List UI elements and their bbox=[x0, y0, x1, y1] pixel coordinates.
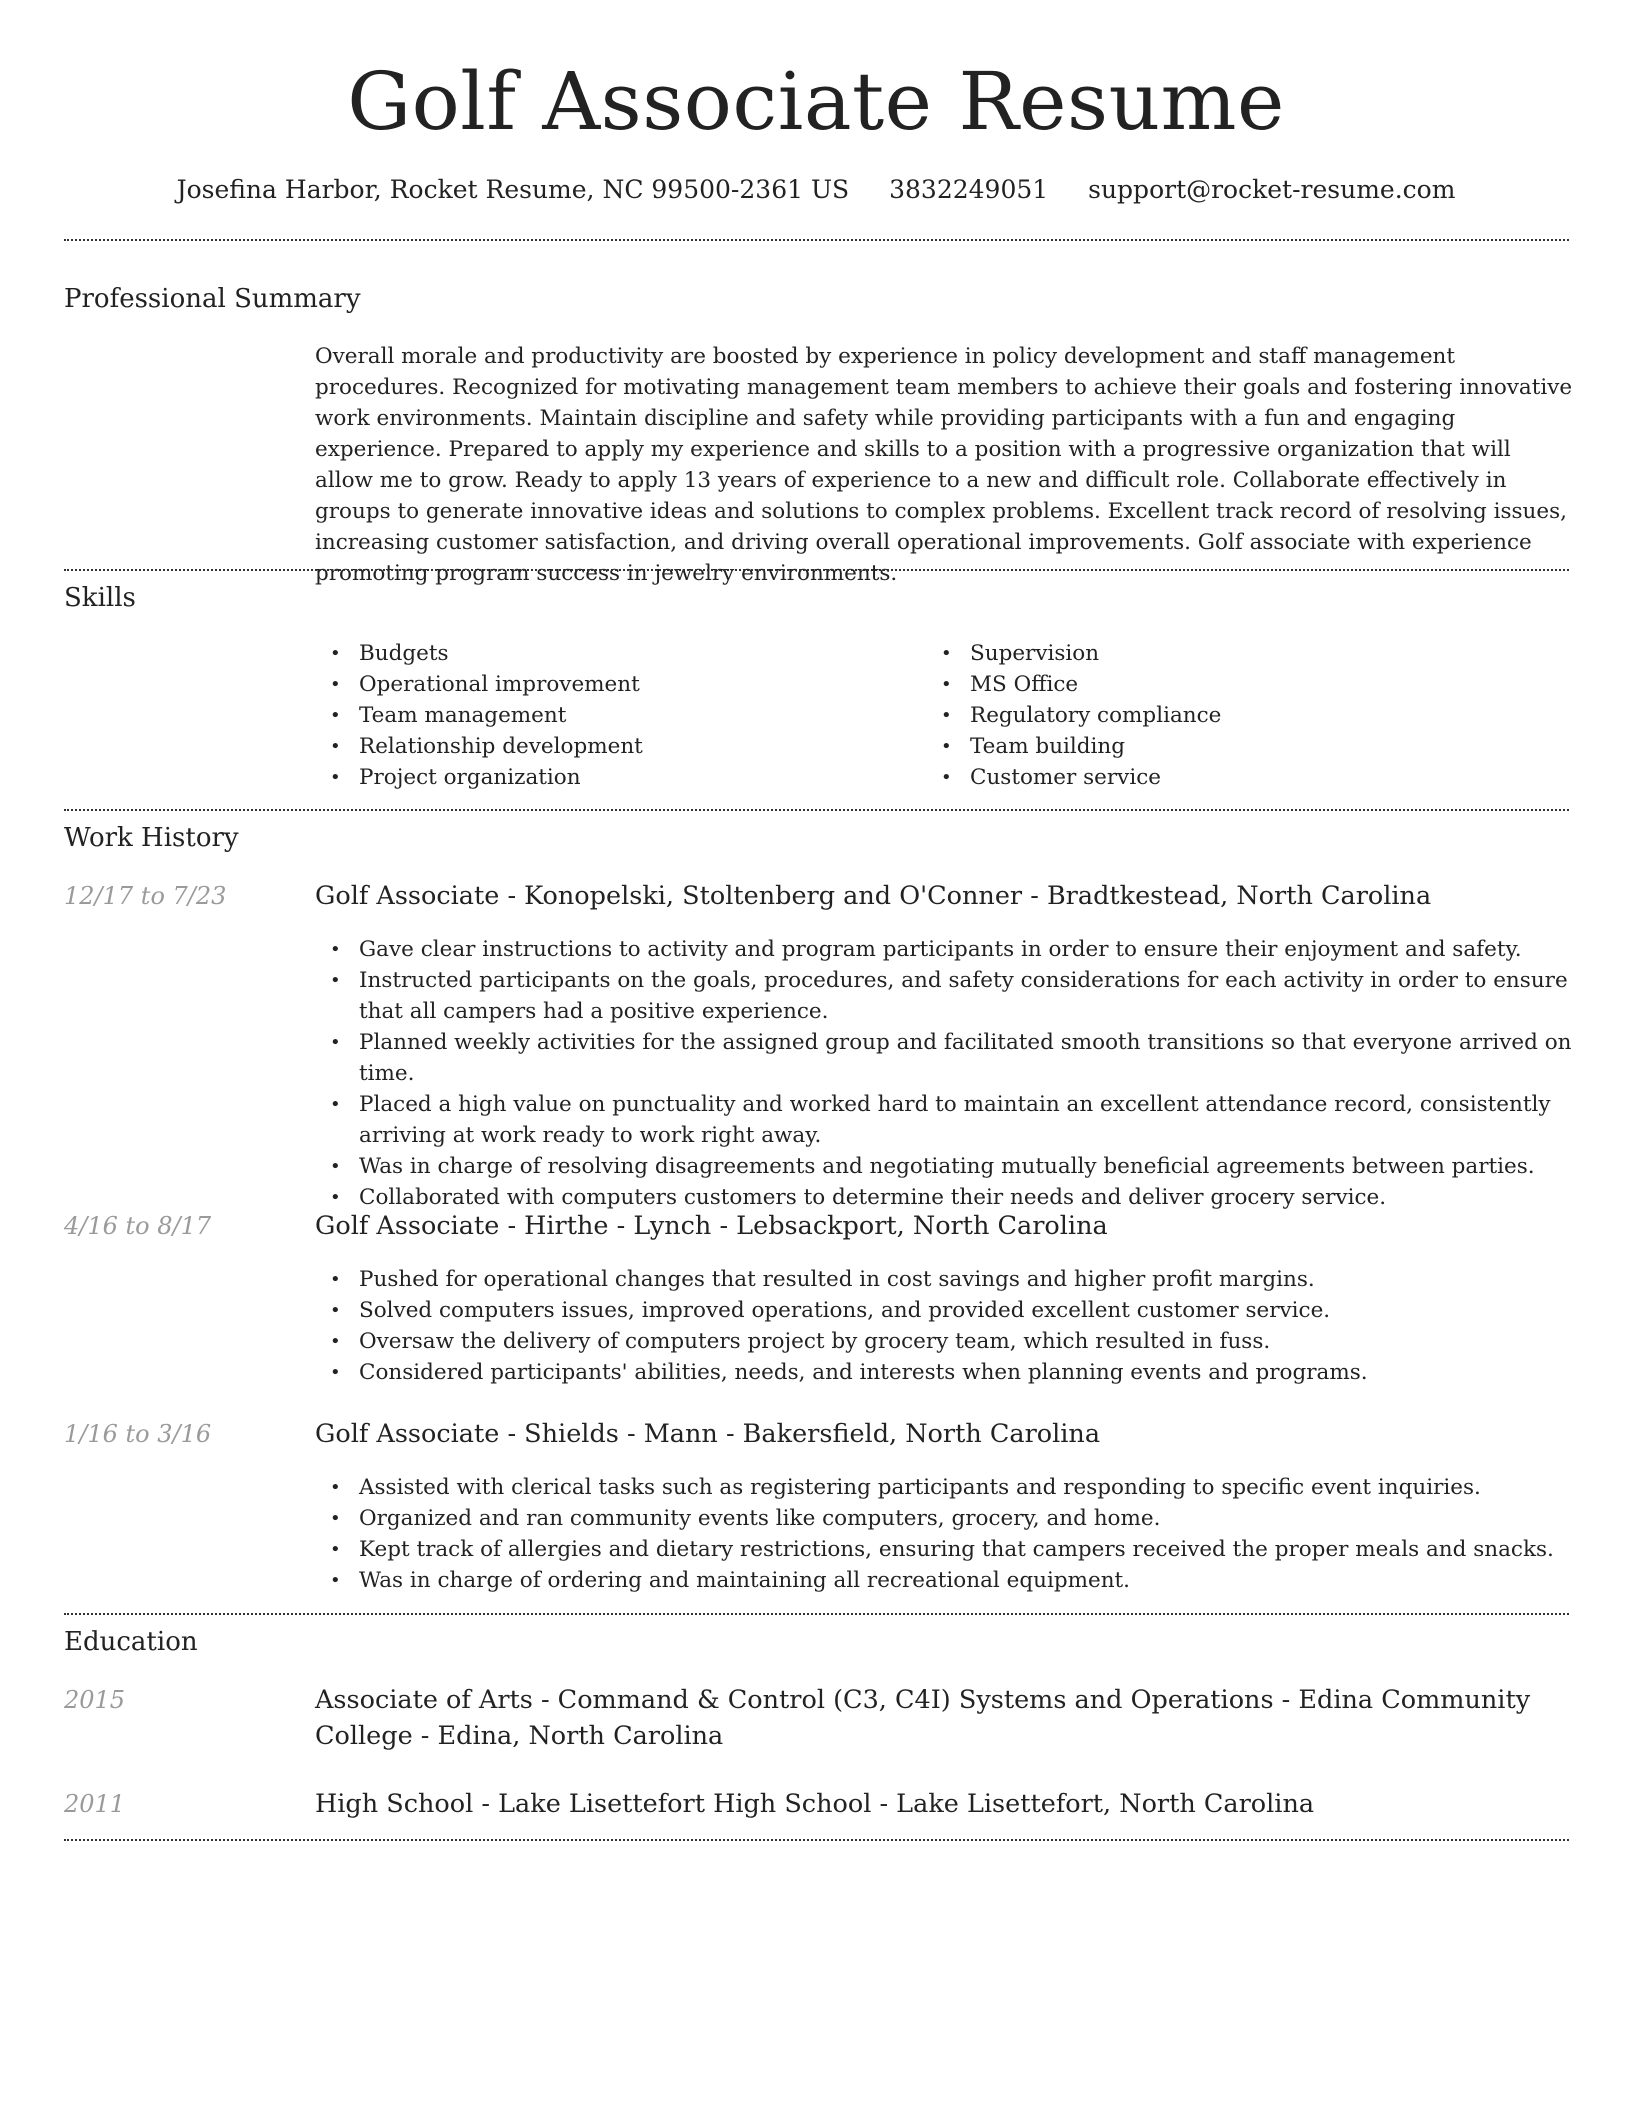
job-bullet: • Assisted with clerical tasks such as registering participants and responding to specific event inquiries. bbox=[315, 1472, 1573, 1503]
job-dates: 12/17 to 7/23 bbox=[64, 882, 227, 910]
skill-item: • Budgets bbox=[315, 638, 915, 669]
contact-email: support@rocket-resume.com bbox=[1088, 175, 1456, 204]
skill-item: • Team building bbox=[926, 731, 1526, 762]
job-bullet: • Collaborated with computers customers to determine their needs and deliver grocery service. bbox=[315, 1182, 1573, 1213]
job-bullet: • Organized and ran community events like computers, grocery, and home. bbox=[315, 1503, 1573, 1534]
divider bbox=[64, 569, 1569, 571]
job-bullet: • Planned weekly activities for the assigned group and facilitated smooth transitions so that everyone arrived on time. bbox=[315, 1027, 1573, 1089]
skill-item: • Relationship development bbox=[315, 731, 915, 762]
job-dates: 4/16 to 8/17 bbox=[64, 1212, 212, 1240]
job-title: Golf Associate - Shields - Mann - Bakersfield, North Carolina bbox=[315, 1419, 1101, 1449]
job-bullets bbox=[315, 1264, 1573, 1388]
contact-line bbox=[0, 170, 1632, 210]
job-bullet: • Gave clear instructions to activity and program participants in order to ensure their enjoyment and safety. bbox=[315, 934, 1573, 965]
job-bullet: • Solved computers issues, improved operations, and provided excellent customer service. bbox=[315, 1295, 1573, 1326]
job-bullet: • Pushed for operational changes that resulted in cost savings and higher profit margins. bbox=[315, 1264, 1573, 1295]
job-bullet: • Instructed participants on the goals, procedures, and safety considerations for each activity in order to ensure that all campers had a positive experience. bbox=[315, 965, 1573, 1027]
section-title-summary: Professional Summary bbox=[64, 284, 361, 314]
skill-item: • Customer service bbox=[926, 762, 1526, 793]
skills-list-right bbox=[926, 638, 1526, 793]
job-dates: 1/16 to 3/16 bbox=[64, 1420, 212, 1448]
divider bbox=[64, 239, 1569, 241]
summary-text: Overall morale and productivity are boosted by experience in policy development and staff management procedures. Recognized for motivating management team members to achieve their goals and fostering innovative work environments. Maintain discipline and safety while providing participants with a fun and engaging experience. Prepared to apply my experience and skills to a position with a progressive organization that will allow me to grow. Ready to apply 13 years of experience to a new and difficult role. Collaborate effectively in groups to generate innovative ideas and solutions to complex problems. Excellent track record of resolving issues, increasing customer satisfaction, and driving overall operational improvements. Golf associate with experience promoting program success in jewelry environments. bbox=[315, 344, 1573, 586]
divider bbox=[64, 1613, 1569, 1615]
section-title-skills: Skills bbox=[64, 583, 136, 613]
contact-phone: 3832249051 bbox=[889, 175, 1049, 204]
skill-item: • Team management bbox=[315, 700, 915, 731]
job-bullets bbox=[315, 1472, 1573, 1596]
contact-address: Josefina Harbor, Rocket Resume, NC 99500-2361 US bbox=[176, 175, 850, 204]
job-bullet: • Was in charge of resolving disagreements and negotiating mutually beneficial agreements between parties. bbox=[315, 1151, 1573, 1182]
skill-item: • Operational improvement bbox=[315, 669, 915, 700]
section-title-education: Education bbox=[64, 1627, 198, 1657]
education-year: 2015 bbox=[64, 1686, 126, 1714]
divider bbox=[64, 1839, 1569, 1841]
education-entry: Associate of Arts - Command & Control (C3, C4I) Systems and Operations - Edina Community College - Edina, North Carolina bbox=[315, 1685, 1531, 1751]
resume-title: Golf Associate Resume bbox=[347, 55, 1285, 148]
education-year: 2011 bbox=[64, 1790, 126, 1818]
job-title: Golf Associate - Hirthe - Lynch - Lebsackport, North Carolina bbox=[315, 1211, 1108, 1241]
job-bullet: • Oversaw the delivery of computers project by grocery team, which resulted in fuss. bbox=[315, 1326, 1573, 1357]
skills-list-left bbox=[315, 638, 915, 793]
job-bullet: • Kept track of allergies and dietary restrictions, ensuring that campers received the proper meals and snacks. bbox=[315, 1534, 1573, 1565]
divider bbox=[64, 809, 1569, 811]
skill-item: • Regulatory compliance bbox=[926, 700, 1526, 731]
skill-item: • Supervision bbox=[926, 638, 1526, 669]
skill-item: • Project organization bbox=[315, 762, 915, 793]
job-bullet: • Was in charge of ordering and maintaining all recreational equipment. bbox=[315, 1565, 1573, 1596]
education-entry: High School - Lake Lisettefort High School - Lake Lisettefort, North Carolina bbox=[315, 1789, 1315, 1819]
job-title: Golf Associate - Konopelski, Stoltenberg and O'Conner - Bradtkestead, North Carolina bbox=[315, 881, 1432, 911]
job-bullet: • Placed a high value on punctuality and worked hard to maintain an excellent attendance record, consistently arriving at work ready to work right away. bbox=[315, 1089, 1573, 1151]
skill-item: • MS Office bbox=[926, 669, 1526, 700]
section-title-work: Work History bbox=[64, 823, 239, 853]
job-bullet: • Considered participants' abilities, needs, and interests when planning events and programs. bbox=[315, 1357, 1573, 1388]
job-bullets bbox=[315, 934, 1573, 1213]
